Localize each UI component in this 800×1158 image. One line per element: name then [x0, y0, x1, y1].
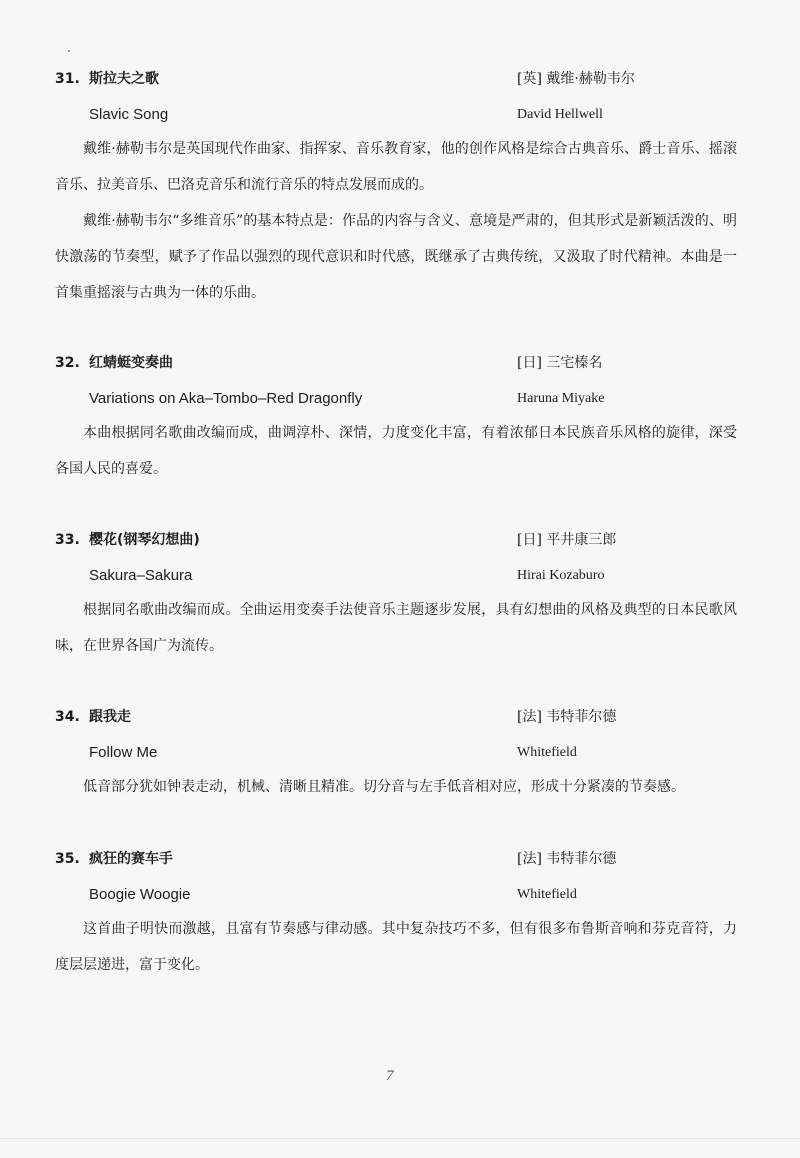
description-paragraph: 本曲根据同名歌曲改编而成，曲调淳朴、深情，力度变化丰富，有着浓郁日本民族音乐风格的旋律，深受各国人民的喜爱。 [55, 425, 737, 477]
description-paragraph: 戴维·赫勒韦尔是英国现代作曲家、指挥家、音乐教育家，他的创作风格是综合古典音乐、爵士音乐、摇滚音乐、拉美音乐、巴洛克音乐和流行音乐的特点发展而成的。 [55, 141, 737, 193]
entry-number: 32. [55, 355, 80, 371]
entry-header [55, 350, 745, 376]
entry-33 [55, 527, 745, 664]
composer-en: David Hellwell [517, 107, 603, 122]
entry-header [55, 846, 745, 872]
entry-subheader [55, 386, 745, 412]
entry-title-zh: 疯狂的赛车手 [89, 851, 173, 867]
entry-number: 31. [55, 71, 80, 87]
entry-number: 34. [55, 709, 80, 725]
entry-title-en: Slavic Song [89, 106, 169, 123]
scan-speck [68, 50, 70, 52]
composer-en: Whitefield [517, 887, 577, 902]
entry-subheader [55, 882, 745, 908]
description-paragraph: 戴维·赫勒韦尔“多维音乐”的基本特点是：作品的内容与含义、意境是严肃的，但其形式是新颖活泼的、明快激荡的节奏型，赋予了作品以强烈的现代意识和时代感，既继承了古典传统，又汲取了时代精神。本曲是一首集重摇滚与古典为一体的乐曲。 [55, 213, 737, 301]
entry-title-zh: 斯拉夫之歌 [89, 71, 159, 87]
entry-31 [55, 66, 745, 311]
entry-subheader [55, 102, 745, 128]
entry-subheader [55, 563, 745, 589]
composer-zh: [英] 戴维·赫勒韦尔 [517, 71, 635, 87]
entry-35 [55, 846, 745, 983]
entry-title-zh: 樱花(钢琴幻想曲) [89, 532, 200, 548]
entry-title-en: Sakura–Sakura [89, 567, 193, 584]
description-paragraph: 根据同名歌曲改编而成。全曲运用变奏手法使音乐主题逐步发展，具有幻想曲的风格及典型的日本民歌风味，在世界各国广为流传。 [55, 602, 737, 654]
entry-title-en: Follow Me [89, 744, 158, 761]
description-paragraph: 低音部分犹如钟表走动，机械、清晰且精准。切分音与左手低音相对应，形成十分紧凑的节奏感。 [83, 779, 685, 795]
composer-en: Hirai Kozaburo [517, 568, 605, 583]
entry-number: 33. [55, 532, 80, 548]
page-number: 7 [386, 1068, 394, 1084]
entry-32 [55, 350, 745, 487]
page-edge-divider [0, 1138, 800, 1139]
composer-zh: [日] 三宅榛名 [517, 355, 603, 371]
entry-number: 35. [55, 851, 80, 867]
entry-34 [55, 704, 745, 805]
composer-zh: [法] 韦特菲尔德 [517, 851, 617, 867]
composer-zh: [法] 韦特菲尔德 [517, 709, 617, 725]
entry-title-en: Variations on Aka–Tombo–Red Dragonfly [89, 390, 363, 407]
entry-title-zh: 红蜻蜓变奏曲 [89, 355, 173, 371]
composer-en: Whitefield [517, 745, 577, 760]
composer-zh: [日] 平井康三郎 [517, 532, 617, 548]
entry-title-zh: 跟我走 [89, 709, 131, 725]
composer-en: Haruna Miyake [517, 391, 605, 406]
entry-title-en: Boogie Woogie [89, 886, 191, 903]
entry-subheader [55, 740, 745, 766]
entry-header [55, 527, 745, 553]
entry-header [55, 66, 745, 92]
description-paragraph: 这首曲子明快而激越，且富有节奏感与律动感。其中复杂技巧不多，但有很多布鲁斯音响和芬克音符，力度层层递进，富于变化。 [55, 921, 737, 973]
entry-header [55, 704, 745, 730]
